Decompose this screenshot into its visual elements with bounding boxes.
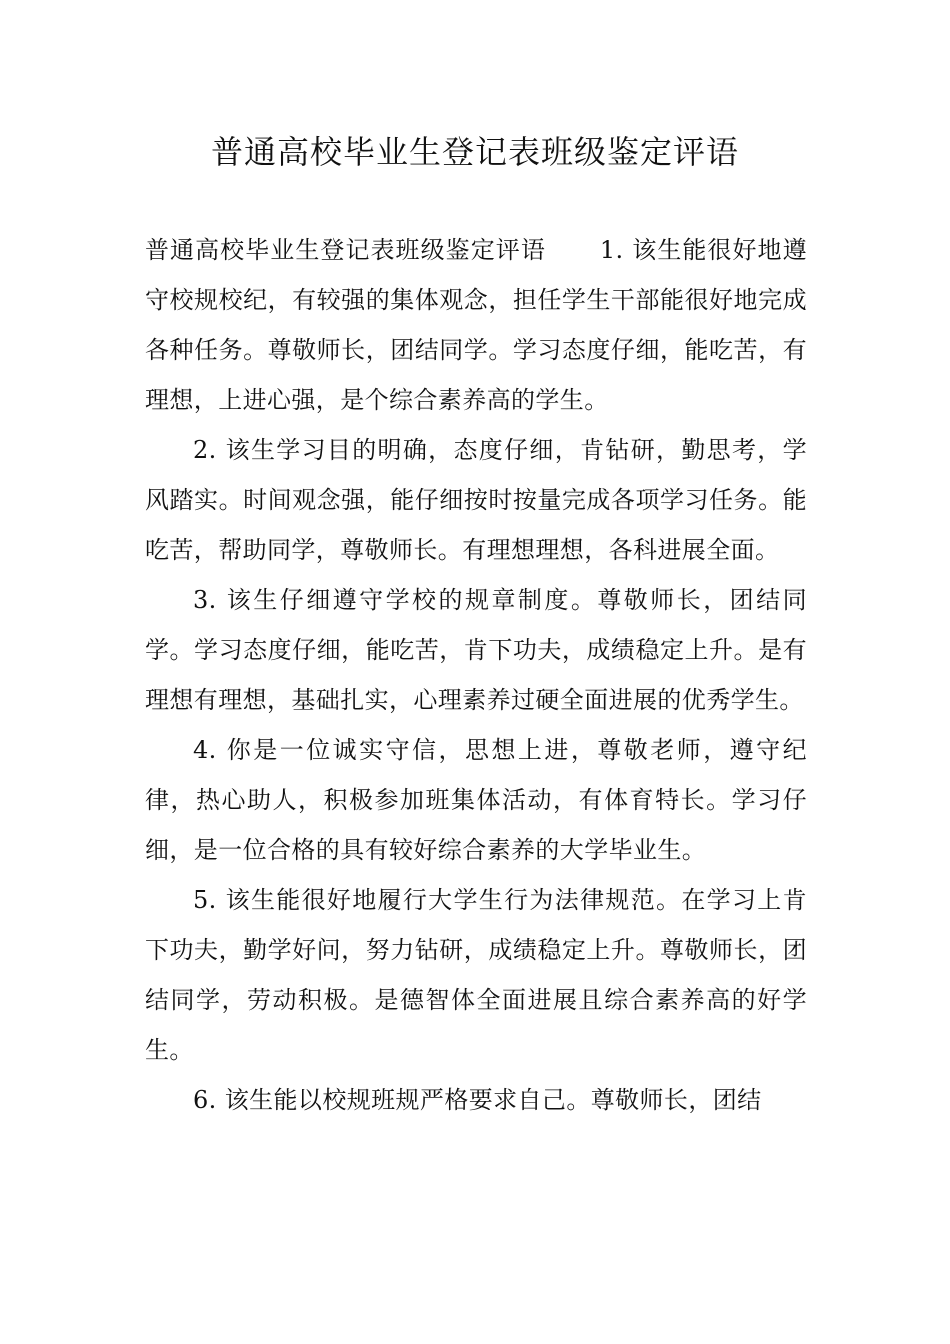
paragraph-2: 2. 该生学习目的明确，态度仔细，肯钻研，勤思考，学风踏实。时间观念强，能仔细按时按量完成各项学习任务。能吃苦，帮助同学，尊敬师长。有理想理想，各科进展全面。	[145, 436, 807, 564]
paragraph-1	[145, 225, 807, 425]
paragraph-4: 4. 你是一位诚实守信，思想上进，尊敬老师，遵守纪律，热心助人，积极参加班集体活动，有体育特长。学习仔细，是一位合格的具有较好综合素养的大学毕业生。	[145, 736, 807, 864]
paragraph-6: 6. 该生能以校规班规严格要求自己。尊敬师长，团结	[193, 1086, 762, 1114]
document-body	[145, 225, 807, 1125]
document-title: 普通高校毕业生登记表班级鉴定评语	[210, 133, 739, 171]
paragraph-1-text: 1. 该生能很好地遵守校规校纪，有较强的集体观念，担任学生干部能很好地完成各种任务。尊敬师长，团结同学。学习态度仔细，能吃苦，有理想，上进心强，是个综合素养高的学生。	[145, 236, 808, 414]
paragraph-3: 3. 该生仔细遵守学校的规章制度。尊敬师长，团结同学。学习态度仔细，能吃苦，肯下功夫，成绩稳定上升。是有理想有理想，基础扎实，心理素养过硬全面进展的优秀学生。	[145, 586, 807, 714]
paragraph-5: 5. 该生能很好地履行大学生行为法律规范。在学习上肯下功夫，勤学好问，努力钻研，成绩稳定上升。尊敬师长，团结同学，劳动积极。是德智体全面进展且综合素养高的好学生。	[145, 886, 807, 1064]
lead-title: 普通高校毕业生登记表班级鉴定评语	[145, 236, 546, 264]
